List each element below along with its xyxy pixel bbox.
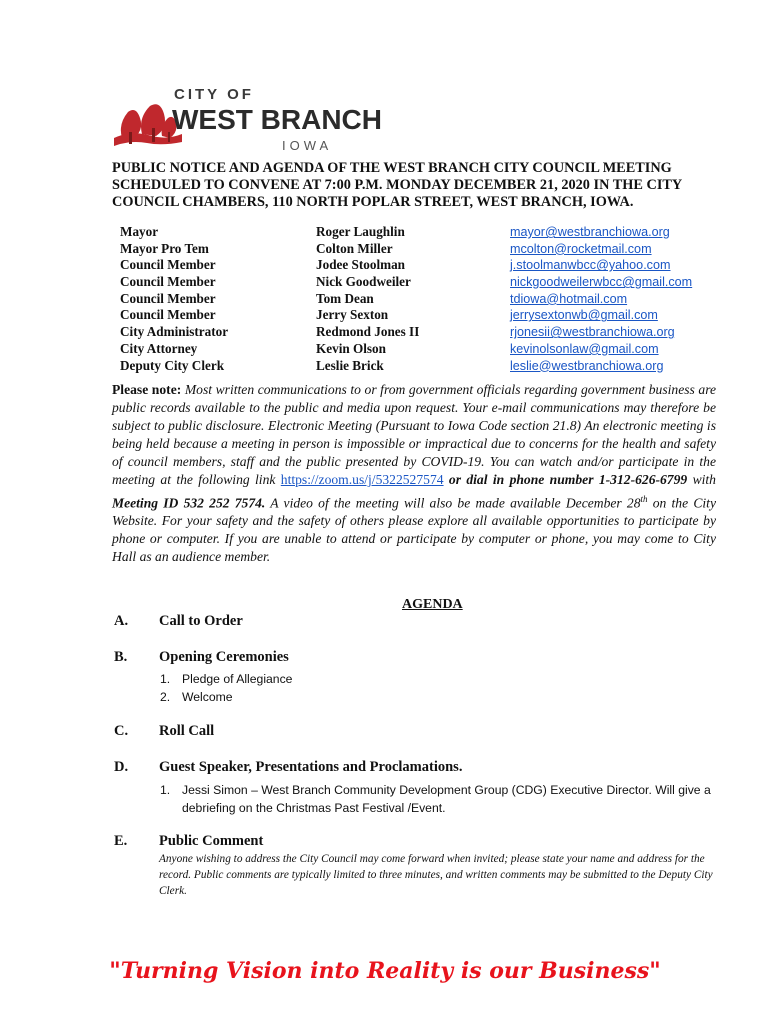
city-logo xyxy=(112,86,392,162)
official-row xyxy=(120,274,740,291)
official-email-link[interactable]: leslie@westbranchiowa.org xyxy=(510,358,664,373)
note-text-1: Most written communications to or from government officials regarding government business are public records available to the public and media upon request. Your e-mail communications may therefore be subject to public disclosure. Electronic Meeting (Pursuant to Iowa Code section 21.8) An electronic meeting is being held because a meeting in person is impossible or impractical due to concerns for the health and safety of council members, staff and the public presented by COVID-19. You can watch and/or participate in the meeting at the following link xyxy=(112,382,717,488)
official-row xyxy=(120,224,740,241)
official-email-link[interactable]: rjonesii@westbranchiowa.org xyxy=(510,325,675,340)
official-row xyxy=(120,307,740,324)
section-letter: B. xyxy=(114,649,128,665)
official-name: Jerry Sexton xyxy=(316,307,389,323)
official-role: Council Member xyxy=(120,307,216,323)
officials-list xyxy=(120,224,740,374)
section-letter: C. xyxy=(114,723,129,739)
official-role: Council Member xyxy=(120,290,216,306)
public-comment-note: Anyone wishing to address the City Council may come forward when invited; please state your name and address for the record. Public comments are typically limited to three minutes, and written comments may be submitted to the Deputy City Clerk. xyxy=(159,853,713,897)
official-row xyxy=(120,324,740,341)
official-role: Council Member xyxy=(120,257,216,273)
official-role: Deputy City Clerk xyxy=(120,357,225,373)
official-row xyxy=(120,241,740,258)
official-name: Tom Dean xyxy=(316,290,374,306)
official-role: Mayor Pro Tem xyxy=(120,240,209,256)
official-row xyxy=(120,291,740,308)
meeting-id: Meeting ID 532 252 7574. xyxy=(112,495,266,511)
note-text-5: on the City Website. For your safety and the safety of others please explore all available opportunities to participate by phone or computer. If you are unable to attend or participate by computer or phone, you may come to City Hall as an audience member. xyxy=(112,495,716,565)
city-motto: "Turning Vision into Reality is our Business" xyxy=(109,958,661,984)
dial-in-number: dial in phone number 1-312-626-6799 xyxy=(466,472,688,488)
official-role: Mayor xyxy=(120,224,159,239)
official-email-link[interactable]: j.stoolmanwbcc@yahoo.com xyxy=(510,258,671,273)
official-name: Jodee Stoolman xyxy=(316,257,406,273)
official-row xyxy=(120,257,740,274)
section-label: Guest Speaker, Presentations and Proclamations. xyxy=(159,759,463,775)
official-name: Leslie Brick xyxy=(316,357,384,373)
note-lead: Please note: xyxy=(112,382,182,397)
guest-speaker-list xyxy=(160,781,712,817)
official-name: Roger Laughlin xyxy=(316,224,405,239)
document-title: PUBLIC NOTICE AND AGENDA OF THE WEST BRANCH CITY COUNCIL MEETING SCHEDULED TO CONVENE AT 7:00 P.M. MONDAY DECEMBER 21, 2020 IN THE CITY COUNCIL CHAMBERS, 110 NORTH POPLAR STREET, WEST BRANCH, IOWA. xyxy=(112,160,682,210)
official-email-link[interactable]: nickgoodweilerwbcc@gmail.com xyxy=(510,275,693,290)
logo-city-of: CITY OF xyxy=(174,86,254,103)
note-with: with xyxy=(687,472,716,488)
note-sup: th xyxy=(640,493,648,504)
official-name: Redmond Jones II xyxy=(316,324,420,340)
please-note-paragraph xyxy=(112,381,716,566)
section-letter: E. xyxy=(114,833,128,849)
official-row xyxy=(120,341,740,358)
zoom-link[interactable]: https://zoom.us/j/5322527574 xyxy=(280,472,444,488)
note-or: or xyxy=(443,472,467,488)
official-email-link[interactable]: jerrysextonwb@gmail.com xyxy=(510,308,658,323)
list-item: 2. Welcome xyxy=(160,690,233,704)
official-name: Kevin Olson xyxy=(316,340,386,356)
official-role: City Attorney xyxy=(120,340,198,356)
opening-ceremonies-list xyxy=(160,670,712,706)
section-label: Public Comment xyxy=(159,833,264,849)
section-letter: D. xyxy=(114,759,129,775)
official-row xyxy=(120,358,740,375)
official-email-link[interactable]: tdiowa@hotmail.com xyxy=(510,291,628,306)
section-letter: A. xyxy=(114,613,129,629)
official-email-link[interactable]: mayor@westbranchiowa.org xyxy=(510,225,670,239)
official-name: Colton Miller xyxy=(316,240,393,256)
logo-state: IOWA xyxy=(282,138,333,153)
section-label: Roll Call xyxy=(159,723,215,739)
note-text-4: A video of the meeting will also be made available December 28 xyxy=(265,495,641,511)
official-role: City Administrator xyxy=(120,324,229,340)
list-item: 1. Pledge of Allegiance xyxy=(160,672,293,686)
official-name: Nick Goodweiler xyxy=(316,274,411,290)
section-label: Opening Ceremonies xyxy=(159,649,289,665)
official-email-link[interactable]: mcolton@rocketmail.com xyxy=(510,241,652,256)
list-item: 1. Jessi Simon – West Branch Community Development Group (CDG) Executive Director. Will give a debriefing on the Christmas Past Festival /Event. xyxy=(160,783,711,815)
official-email-link[interactable]: kevinolsonlaw@gmail.com xyxy=(510,341,659,356)
agenda-heading: AGENDA xyxy=(402,597,463,612)
section-label: Call to Order xyxy=(159,613,243,629)
logo-name: WEST BRANCH xyxy=(172,104,382,135)
official-role: Council Member xyxy=(120,274,216,290)
